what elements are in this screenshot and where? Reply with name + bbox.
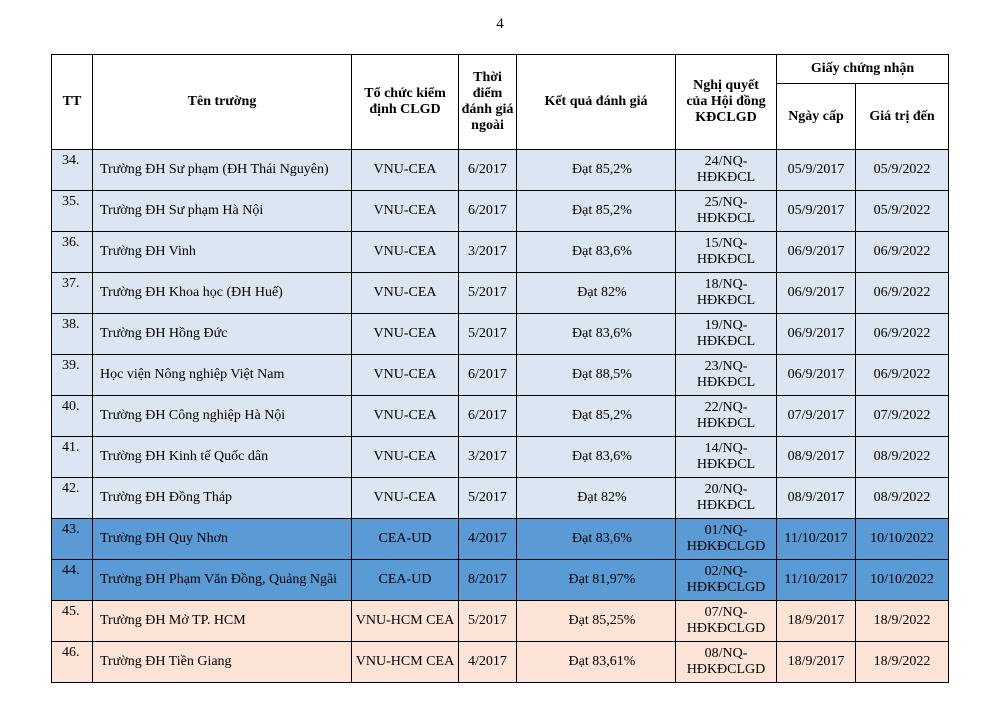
accreditation-org: VNU-HCM CEA (352, 642, 459, 683)
valid-until: 18/9/2022 (856, 601, 949, 642)
evaluation-result: Đạt 83,6% (517, 519, 676, 560)
evaluation-time: 4/2017 (459, 642, 517, 683)
header-valid-until: Giá trị đến (856, 84, 949, 150)
issue-date: 18/9/2017 (777, 601, 856, 642)
accreditation-org: VNU-CEA (352, 150, 459, 191)
evaluation-result: Đạt 83,61% (517, 642, 676, 683)
evaluation-time: 5/2017 (459, 601, 517, 642)
council-resolution: 07/NQ-HĐKĐCLGD (676, 601, 777, 642)
issue-date: 18/9/2017 (777, 642, 856, 683)
table-row (52, 478, 949, 519)
row-number: 43. (52, 519, 93, 560)
council-resolution: 01/NQ-HĐKĐCLGD (676, 519, 777, 560)
school-name: Trường ĐH Tiền Giang (93, 642, 352, 683)
issue-date: 06/9/2017 (777, 355, 856, 396)
accreditation-org: VNU-CEA (352, 478, 459, 519)
school-name: Trường ĐH Sư phạm Hà Nội (93, 191, 352, 232)
row-number: 46. (52, 642, 93, 683)
evaluation-time: 6/2017 (459, 396, 517, 437)
table-row (52, 437, 949, 478)
council-resolution: 22/NQ-HĐKĐCL (676, 396, 777, 437)
header-school-name: Tên trường (93, 55, 352, 150)
accreditation-org: VNU-CEA (352, 232, 459, 273)
accreditation-org: VNU-CEA (352, 437, 459, 478)
evaluation-result: Đạt 83,6% (517, 232, 676, 273)
accreditation-org: VNU-CEA (352, 191, 459, 232)
school-name: Trường ĐH Công nghiệp Hà Nội (93, 396, 352, 437)
valid-until: 05/9/2022 (856, 191, 949, 232)
council-resolution: 15/NQ-HĐKĐCL (676, 232, 777, 273)
school-name: Trường ĐH Sư phạm (ĐH Thái Nguyên) (93, 150, 352, 191)
header-certificate: Giấy chứng nhận (777, 55, 949, 84)
issue-date: 06/9/2017 (777, 273, 856, 314)
accreditation-org: VNU-CEA (352, 314, 459, 355)
evaluation-time: 8/2017 (459, 560, 517, 601)
evaluation-result: Đạt 85,2% (517, 396, 676, 437)
evaluation-time: 3/2017 (459, 437, 517, 478)
council-resolution: 25/NQ-HĐKĐCL (676, 191, 777, 232)
evaluation-result: Đạt 85,25% (517, 601, 676, 642)
row-number: 41. (52, 437, 93, 478)
header-evaluation-result: Kết quả đánh giá (517, 55, 676, 150)
valid-until: 06/9/2022 (856, 273, 949, 314)
table-row (52, 642, 949, 683)
council-resolution: 20/NQ-HĐKĐCL (676, 478, 777, 519)
school-name: Học viện Nông nghiệp Việt Nam (93, 355, 352, 396)
school-name: Trường ĐH Mở TP. HCM (93, 601, 352, 642)
school-name: Trường ĐH Quy Nhơn (93, 519, 352, 560)
evaluation-time: 3/2017 (459, 232, 517, 273)
table-row (52, 601, 949, 642)
table-row (52, 355, 949, 396)
evaluation-time: 5/2017 (459, 478, 517, 519)
header-evaluation-time: Thời điểm đánh giá ngoài (459, 55, 517, 150)
table-row (52, 232, 949, 273)
evaluation-result: Đạt 88,5% (517, 355, 676, 396)
council-resolution: 02/NQ-HĐKĐCLGD (676, 560, 777, 601)
row-number: 40. (52, 396, 93, 437)
evaluation-time: 6/2017 (459, 355, 517, 396)
valid-until: 10/10/2022 (856, 519, 949, 560)
evaluation-result: Đạt 85,2% (517, 191, 676, 232)
evaluation-time: 4/2017 (459, 519, 517, 560)
valid-until: 06/9/2022 (856, 314, 949, 355)
table-row (52, 519, 949, 560)
evaluation-time: 6/2017 (459, 191, 517, 232)
table-row (52, 560, 949, 601)
evaluation-time: 6/2017 (459, 150, 517, 191)
issue-date: 11/10/2017 (777, 519, 856, 560)
row-number: 35. (52, 191, 93, 232)
evaluation-result: Đạt 82% (517, 478, 676, 519)
evaluation-result: Đạt 82% (517, 273, 676, 314)
row-number: 39. (52, 355, 93, 396)
page-number: 4 (496, 16, 504, 32)
evaluation-time: 5/2017 (459, 314, 517, 355)
valid-until: 08/9/2022 (856, 478, 949, 519)
school-name: Trường ĐH Khoa học (ĐH Huế) (93, 273, 352, 314)
accreditation-org: VNU-CEA (352, 396, 459, 437)
accreditation-org: VNU-HCM CEA (352, 601, 459, 642)
council-resolution: 14/NQ-HĐKĐCL (676, 437, 777, 478)
header-council-resolution: Nghị quyết của Hội đồng KĐCLGD (676, 55, 777, 150)
table-row (52, 150, 949, 191)
council-resolution: 08/NQ-HĐKĐCLGD (676, 642, 777, 683)
row-number: 34. (52, 150, 93, 191)
council-resolution: 24/NQ-HĐKĐCL (676, 150, 777, 191)
valid-until: 05/9/2022 (856, 150, 949, 191)
evaluation-result: Đạt 83,6% (517, 437, 676, 478)
evaluation-result: Đạt 83,6% (517, 314, 676, 355)
council-resolution: 23/NQ-HĐKĐCL (676, 355, 777, 396)
row-number: 37. (52, 273, 93, 314)
header-tt: TT (52, 55, 93, 150)
row-number: 38. (52, 314, 93, 355)
accreditation-org: CEA-UD (352, 560, 459, 601)
header-accreditation-org: Tổ chức kiểm định CLGD (352, 55, 459, 150)
accreditation-org: VNU-CEA (352, 273, 459, 314)
table-row (52, 314, 949, 355)
issue-date: 05/9/2017 (777, 150, 856, 191)
issue-date: 06/9/2017 (777, 232, 856, 273)
council-resolution: 18/NQ-HĐKĐCL (676, 273, 777, 314)
valid-until: 06/9/2022 (856, 355, 949, 396)
issue-date: 11/10/2017 (777, 560, 856, 601)
school-name: Trường ĐH Đồng Tháp (93, 478, 352, 519)
valid-until: 08/9/2022 (856, 437, 949, 478)
row-number: 36. (52, 232, 93, 273)
evaluation-result: Đạt 81,97% (517, 560, 676, 601)
valid-until: 06/9/2022 (856, 232, 949, 273)
table-row (52, 273, 949, 314)
header-issue-date: Ngày cấp (777, 84, 856, 150)
evaluation-time: 5/2017 (459, 273, 517, 314)
accreditation-org: VNU-CEA (352, 355, 459, 396)
row-number: 45. (52, 601, 93, 642)
council-resolution: 19/NQ-HĐKĐCL (676, 314, 777, 355)
row-number: 44. (52, 560, 93, 601)
school-name: Trường ĐH Vinh (93, 232, 352, 273)
issue-date: 08/9/2017 (777, 437, 856, 478)
valid-until: 10/10/2022 (856, 560, 949, 601)
row-number: 42. (52, 478, 93, 519)
table-row (52, 191, 949, 232)
accreditation-table (51, 54, 949, 683)
issue-date: 06/9/2017 (777, 314, 856, 355)
school-name: Trường ĐH Phạm Văn Đồng, Quảng Ngãi (93, 560, 352, 601)
table-row (52, 396, 949, 437)
valid-until: 07/9/2022 (856, 396, 949, 437)
issue-date: 07/9/2017 (777, 396, 856, 437)
issue-date: 05/9/2017 (777, 191, 856, 232)
issue-date: 08/9/2017 (777, 478, 856, 519)
valid-until: 18/9/2022 (856, 642, 949, 683)
school-name: Trường ĐH Kinh tế Quốc dân (93, 437, 352, 478)
accreditation-org: CEA-UD (352, 519, 459, 560)
evaluation-result: Đạt 85,2% (517, 150, 676, 191)
school-name: Trường ĐH Hồng Đức (93, 314, 352, 355)
